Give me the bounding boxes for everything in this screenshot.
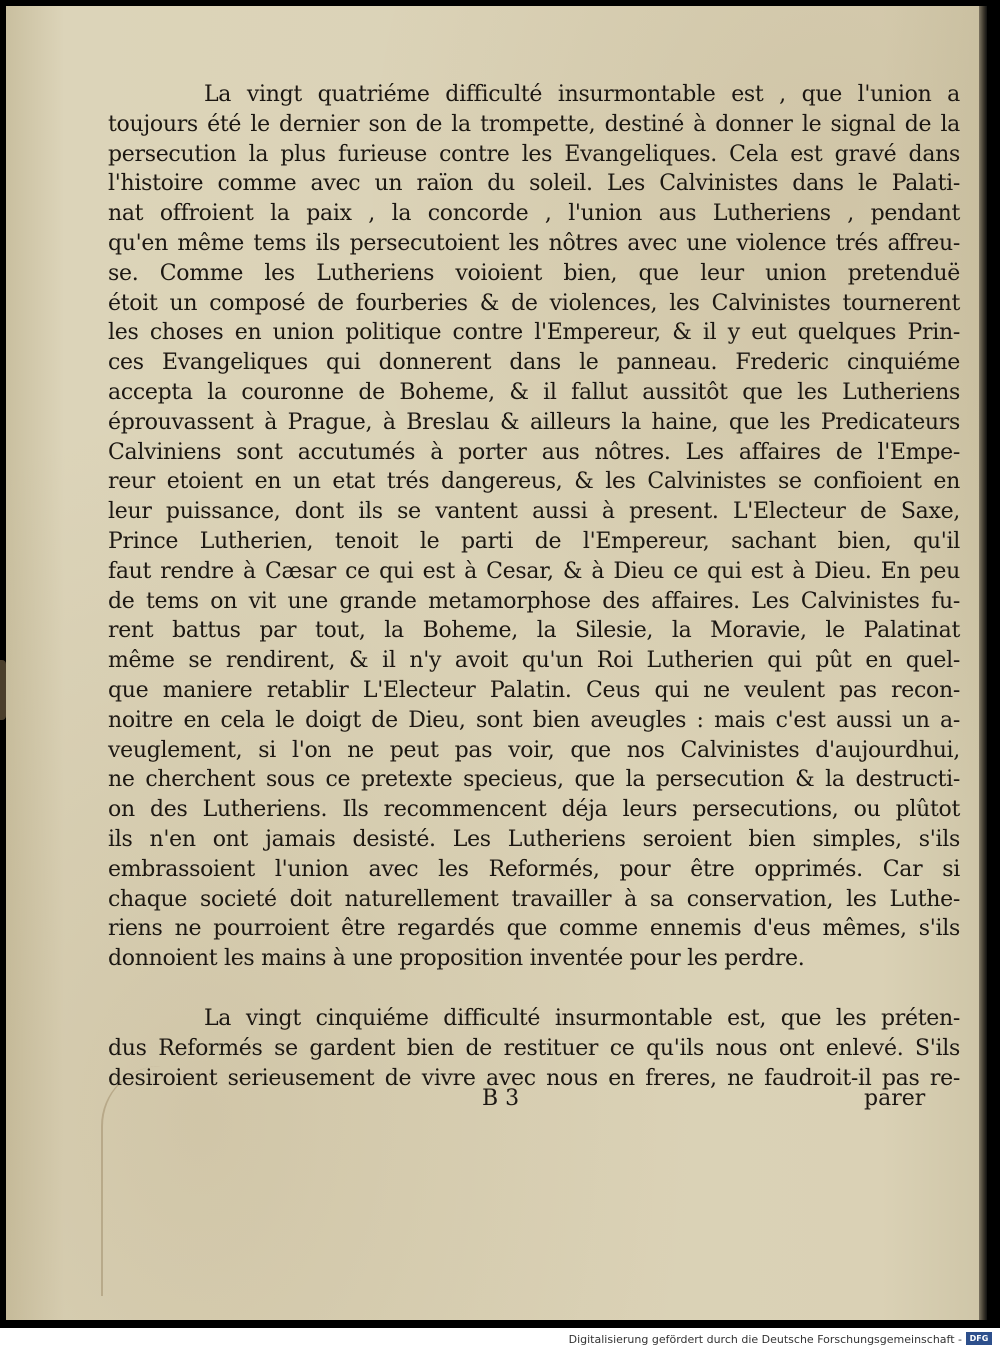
- dfg-logo: [966, 1332, 992, 1345]
- page-edge-shadow: [979, 6, 987, 1320]
- text-line: leur puissance, dont ils se vantent aussi à present. L'Electeur de Saxe,: [108, 499, 960, 525]
- signature-mark: B 3: [482, 1086, 520, 1111]
- text-line: La vingt quatriéme difficulté insurmontable est , que l'union a: [204, 82, 960, 107]
- text-line: de tems on vit une grande metamorphose des affaires. Les Calvinistes fu-: [108, 588, 960, 614]
- book-page: [6, 6, 979, 1320]
- text-line: persecution la plus furieuse contre les Evangeliques. Cela est gravé dans: [108, 141, 960, 167]
- body-text: [108, 80, 960, 1093]
- text-line: donnoient les mains à une proposition inventée pour les perdre.: [108, 946, 805, 972]
- text-line: l'histoire comme avec un raïon du soleil. Les Calvinistes dans le Palati-: [108, 171, 960, 197]
- text-line: desiroient serieusement de vivre avec nous en freres, ne faudroit-il pas re-: [108, 1065, 960, 1091]
- binding-mark: [0, 660, 6, 720]
- text-line: veuglement, si l'on ne peut pas voir, que nos Calvinistes d'aujourdhui,: [108, 737, 960, 763]
- text-line: se. Comme les Lutheriens voioient bien, que leur union pretenduë: [108, 260, 960, 286]
- text-line: La vingt cinquiéme difficulté insurmontable est, que les préten-: [204, 1005, 960, 1031]
- dfg-logo-text: DFG: [969, 1334, 989, 1343]
- paper-crease: [101, 1066, 183, 1296]
- text-line: reur etoient en un etat trés dangereus, & les Calvinistes se confioient en: [108, 469, 960, 495]
- text-line: faut rendre à Cæsar ce qui est à Cesar, & à Dieu ce qui est à Dieu. En peu: [108, 558, 960, 584]
- text-line: ces Evangeliques qui donnerent dans le panneau. Frederic cinquiéme: [108, 350, 960, 376]
- text-line: noitre en cela le doigt de Dieu, sont bien aveugles : mais c'est aussi un a-: [108, 707, 960, 733]
- text-line: les choses en union politique contre l'Empereur, & il y eut quelques Prin-: [108, 320, 960, 346]
- text-line: Prince Lutherien, tenoit le parti de l'Empereur, sachant bien, qu'il: [108, 528, 960, 554]
- text-line: dus Reformés se gardent bien de restituer ce qu'ils nous ont enlevé. S'ils: [108, 1035, 960, 1061]
- text-line: que maniere retablir L'Electeur Palatin. Ceus qui ne veulent pas recon-: [108, 677, 960, 703]
- text-line: étoit un composé de fourberies & de violences, les Calvinistes tournerent: [108, 290, 960, 316]
- text-line: ils n'en ont jamais desisté. Les Lutheriens seroient bien simples, s'ils: [108, 826, 960, 852]
- text-line: accepta la couronne de Boheme, & il fallut aussitôt que les Lutheriens: [108, 379, 960, 405]
- paragraph-gap: [108, 974, 960, 1004]
- text-line: riens ne pourroient être regardés que comme ennemis d'eus mêmes, s'ils: [108, 916, 960, 942]
- catchword: parer: [864, 1086, 926, 1111]
- text-line: embrassoient l'union avec les Reformés, pour être opprimés. Car si: [108, 856, 960, 882]
- text-line: chaque societé doit naturellement travailler à sa conservation, les Luthe-: [108, 886, 960, 912]
- text-line: éprouvassent à Prague, à Breslau & ailleurs la haine, que les Predicateurs: [108, 409, 960, 435]
- funding-credit: Digitalisierung gefördert durch die Deutsche Forschungsgemeinschaft -: [568, 1333, 962, 1346]
- text-line: toujours été le dernier son de la trompette, destiné à donner le signal de la: [108, 111, 960, 137]
- text-line: ne cherchent sous ce pretexte specieus, que la persecution & la destructi-: [108, 767, 960, 793]
- text-line: nat offroient la paix , la concorde , l'union aus Lutheriens , pendant: [108, 201, 960, 227]
- text-line: rent battus par tout, la Boheme, la Silesie, la Moravie, le Palatinat: [108, 618, 960, 644]
- text-line: même se rendirent, & il n'y avoit qu'un Roi Lutherien qui pût en quel-: [108, 648, 960, 674]
- text-line: on des Lutheriens. Ils recommencent déja leurs persecutions, ou plûtot: [108, 797, 960, 823]
- paragraph-24: [108, 80, 960, 974]
- text-line: Calviniens sont accutumés à porter aus nôtres. Les affaires de l'Empe-: [108, 439, 960, 465]
- text-line: qu'en même tems ils persecutoient les nôtres avec une violence trés affreu-: [108, 230, 960, 256]
- paragraph-25: [108, 1004, 960, 1093]
